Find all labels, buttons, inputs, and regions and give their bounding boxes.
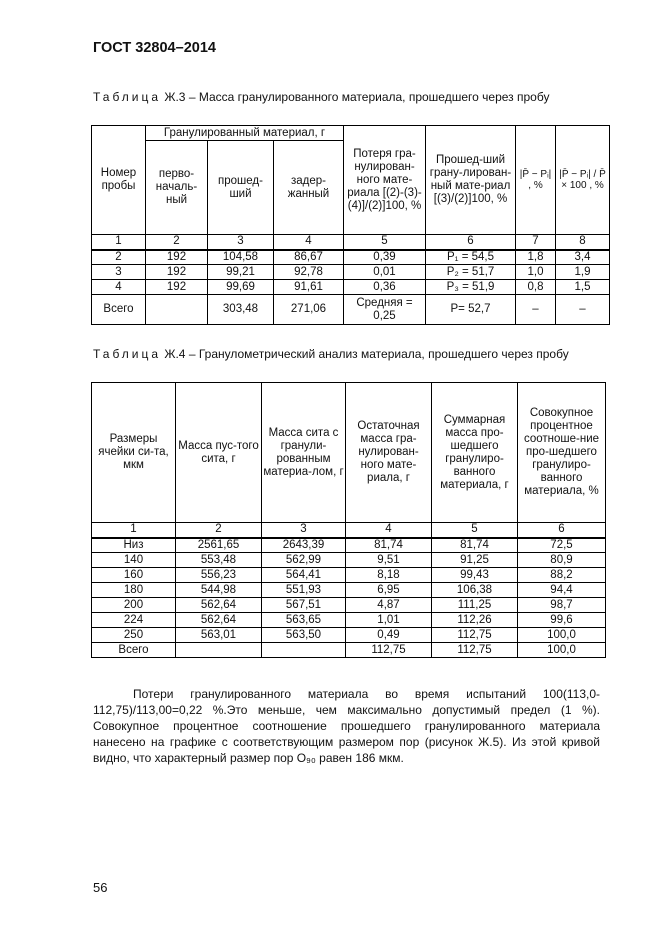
t2-cell: 2643,39 [262, 538, 346, 553]
t2-cell: 551,93 [262, 583, 346, 598]
t2-cell: 106,38 [432, 583, 518, 598]
t2-num: 2 [176, 523, 262, 538]
table2-caption-word: Таблица [93, 347, 162, 361]
t1-cell: 2 [92, 250, 146, 265]
t2-cell: 553,48 [176, 553, 262, 568]
t1-cell: 0,36 [344, 280, 426, 295]
t1-num: 7 [516, 235, 556, 250]
t2-cell: 99,6 [518, 613, 606, 628]
table1-caption-word: Таблица [93, 90, 162, 104]
t1-head-rel-deviation [556, 126, 610, 235]
t1-head-retained: задер-жанный [274, 141, 344, 235]
t1-num: 8 [556, 235, 610, 250]
t1-cell: 1,8 [516, 250, 556, 265]
table-granulated-mass [91, 125, 610, 325]
t1-total [146, 295, 208, 325]
t1-total: – [556, 295, 610, 325]
t2-cell: 8,18 [346, 568, 432, 583]
t2-cell: 81,74 [432, 538, 518, 553]
standard-title: ГОСТ 32804–2014 [93, 40, 216, 56]
t2-cell: 564,41 [262, 568, 346, 583]
t2-cell: 81,74 [346, 538, 432, 553]
table-row [92, 568, 606, 583]
t1-num: 4 [274, 235, 344, 250]
t1-cell: 99,69 [208, 280, 274, 295]
t2-cell: Всего [92, 643, 176, 658]
t2-cell: 4,87 [346, 598, 432, 613]
table-row [92, 538, 606, 553]
t2-cell: 80,9 [518, 553, 606, 568]
t2-cell: 140 [92, 553, 176, 568]
table-row [92, 583, 606, 598]
t2-cell: 91,25 [432, 553, 518, 568]
t1-head-deviation-formula: |P̄ − Pᵢ| , % [519, 168, 552, 191]
t1-total: 271,06 [274, 295, 344, 325]
t2-cell: 72,5 [518, 538, 606, 553]
t2-cell: 9,51 [346, 553, 432, 568]
t1-cell: 1,5 [556, 280, 610, 295]
t1-cell: 99,21 [208, 265, 274, 280]
t1-num: 3 [208, 235, 274, 250]
t1-cell: P₃ = 51,9 [426, 280, 516, 295]
t1-head-initial: перво-началь-ный [146, 141, 208, 235]
t1-cell: 1,0 [516, 265, 556, 280]
t1-total: Всего [92, 295, 146, 325]
t2-cell: 100,0 [518, 628, 606, 643]
t2-cell: 562,99 [262, 553, 346, 568]
t1-cell: 91,61 [274, 280, 344, 295]
t2-cell: 563,50 [262, 628, 346, 643]
t1-head-sample: Номер пробы [92, 126, 146, 235]
t2-cell: 112,75 [432, 643, 518, 658]
t1-cell: 192 [146, 250, 208, 265]
t1-head-deviation [516, 126, 556, 235]
t2-cell: 1,01 [346, 613, 432, 628]
t2-cell: 94,4 [518, 583, 606, 598]
table-row [92, 553, 606, 568]
t2-cell: 563,65 [262, 613, 346, 628]
t2-cell [262, 643, 346, 658]
t2-number-row [92, 523, 606, 538]
t2-cell: 88,2 [518, 568, 606, 583]
table2-caption [93, 347, 608, 362]
t2-cell: 111,25 [432, 598, 518, 613]
t2-head: Совокупное процентное соотноше-ние про-шедшего гранулиро-ванного материала, % [518, 383, 606, 523]
t2-cell: 2561,65 [176, 538, 262, 553]
t1-head-rel-deviation-formula: |P̄ − Pᵢ| / P̄ × 100 , % [559, 168, 606, 191]
table-total-row [92, 643, 606, 658]
t2-cell: 160 [92, 568, 176, 583]
table-row [92, 250, 610, 265]
t2-num: 5 [432, 523, 518, 538]
t1-cell: 4 [92, 280, 146, 295]
t2-head: Суммарная масса про-шедшего гранулиро-ванного материала, г [432, 383, 518, 523]
t1-cell: 92,78 [274, 265, 344, 280]
t2-cell: 567,51 [262, 598, 346, 613]
table-row [92, 598, 606, 613]
t1-cell: P₁ = 54,5 [426, 250, 516, 265]
t1-total: – [516, 295, 556, 325]
t2-head: Размеры ячейки си-та, мкм [92, 383, 176, 523]
t2-num: 1 [92, 523, 176, 538]
t2-cell: 563,01 [176, 628, 262, 643]
t2-cell: 112,75 [346, 643, 432, 658]
t1-head-group: Гранулированный материал, г [146, 126, 344, 141]
t1-cell: 0,01 [344, 265, 426, 280]
t2-cell: 250 [92, 628, 176, 643]
t1-total: P= 52,7 [426, 295, 516, 325]
t1-cell: 192 [146, 280, 208, 295]
page-number: 56 [93, 880, 108, 895]
t2-cell: 556,23 [176, 568, 262, 583]
t1-num: 6 [426, 235, 516, 250]
table-row [92, 628, 606, 643]
table-row [92, 613, 606, 628]
t2-cell: 200 [92, 598, 176, 613]
t2-cell: 0,49 [346, 628, 432, 643]
t2-cell [176, 643, 262, 658]
table-row [92, 280, 610, 295]
t1-cell: P₂ = 51,7 [426, 265, 516, 280]
t2-cell: 6,95 [346, 583, 432, 598]
t2-cell: Низ [92, 538, 176, 553]
t1-cell: 0,39 [344, 250, 426, 265]
table2-caption-text: Ж.4 – Гранулометрический анализ материала, прошедшего через пробу [161, 347, 569, 361]
t2-num: 6 [518, 523, 606, 538]
t1-cell: 3,4 [556, 250, 610, 265]
table1-caption-text: Ж.3 – Масса гранулированного материала, прошедшего через пробу [161, 90, 550, 104]
t1-head-passed-pct: Прошед-ший грану-лирован-ный мате-риал [(3)/(2)]100, % [426, 126, 516, 235]
t2-cell: 100,0 [518, 643, 606, 658]
table-row [92, 265, 610, 280]
table1-caption [93, 90, 608, 105]
t2-num: 3 [262, 523, 346, 538]
t1-number-row [92, 235, 610, 250]
t1-cell: 86,67 [274, 250, 344, 265]
t2-num: 4 [346, 523, 432, 538]
t2-cell: 112,26 [432, 613, 518, 628]
t2-cell: 112,75 [432, 628, 518, 643]
t1-head-passed: прошед-ший [208, 141, 274, 235]
t2-cell: 180 [92, 583, 176, 598]
t1-num: 1 [92, 235, 146, 250]
t2-cell: 562,64 [176, 613, 262, 628]
t1-total: Средняя = 0,25 [344, 295, 426, 325]
t1-num: 2 [146, 235, 208, 250]
t2-cell: 98,7 [518, 598, 606, 613]
t1-total: 303,48 [208, 295, 274, 325]
t2-cell: 99,43 [432, 568, 518, 583]
results-paragraph: Потери гранулированного материала во время испытаний 100(113,0-112,75)/113,00=0,22 %.Это меньше, чем максимально допустимый предел (1 %). Совокупное процентное соотношение прошедшего гранулированного материала нанесено на графике с соответствующим размером пор (рисунок Ж.5). Из этой кривой видно, что характерный размер пор O₉₀ равен 186 мкм. [93, 687, 600, 765]
t1-num: 5 [344, 235, 426, 250]
t2-head: Масса сита с гранули-рованным материа-лом, г [262, 383, 346, 523]
table-total-row [92, 295, 610, 325]
t1-cell: 0,8 [516, 280, 556, 295]
t1-head-loss: Потеря гра-нулирован-ного мате-риала [(2)-(3)-(4)]/(2)]100, % [344, 126, 426, 235]
t1-cell: 1,9 [556, 265, 610, 280]
t2-cell: 562,64 [176, 598, 262, 613]
t1-cell: 3 [92, 265, 146, 280]
t1-cell: 104,58 [208, 250, 274, 265]
t2-cell: 224 [92, 613, 176, 628]
table-granulometric-analysis [91, 382, 606, 658]
t2-cell: 544,98 [176, 583, 262, 598]
t2-head: Масса пус-того сита, г [176, 383, 262, 523]
t2-head: Остаточная масса гра-нулирован-ного мате-риала, г [346, 383, 432, 523]
t1-cell: 192 [146, 265, 208, 280]
